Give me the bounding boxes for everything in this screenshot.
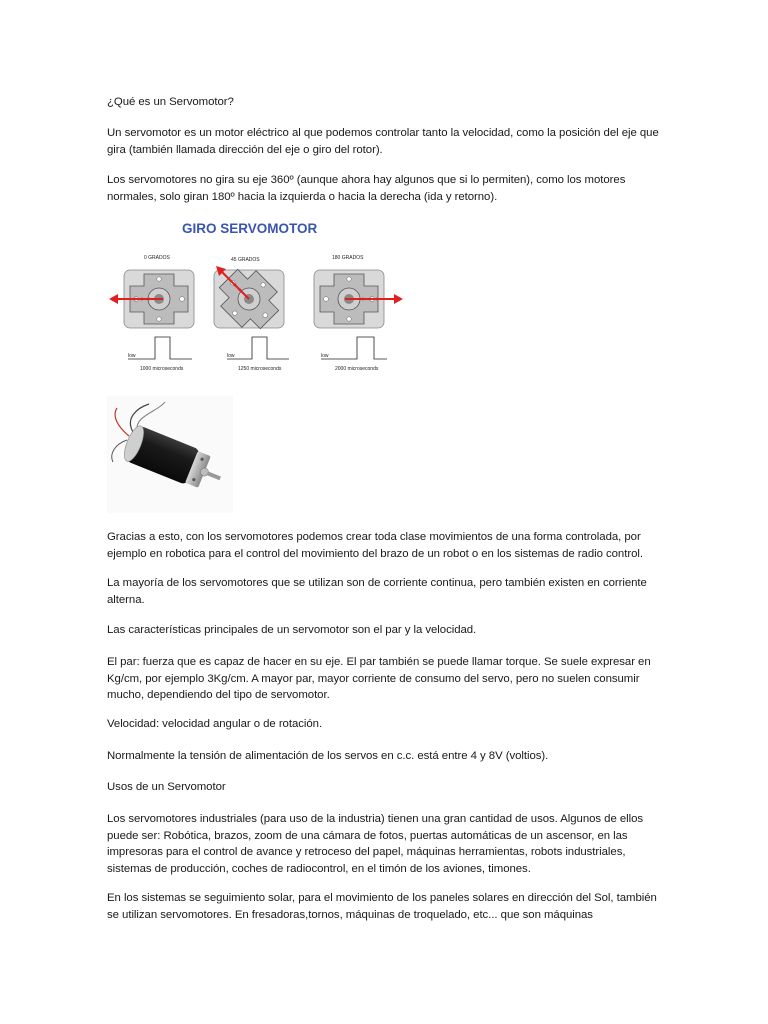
angle-label-0: 0 GRADOS	[144, 255, 170, 261]
low-label-180: low	[321, 353, 329, 359]
paragraph-seguimiento-solar: En los sistemas se seguimiento solar, para el movimiento de los paneles solares en dirección del Sol, también se utilizan servomotores. En fresadoras,tornos, máquinas de troquelado, etc... que son máquinas	[107, 892, 657, 921]
paragraph-par: El par: fuerza que es capaz de hacer en su eje. El par también se puede llamar torque. Se suele expresar en Kg/cm, por ejemplo 3Kg/cm. A mayor par, mayor corriente de consumo del servo, pero no suelen consumir mucho, dependiendo del tipo de servomotor.	[107, 656, 651, 701]
paragraph-tension: Normalmente la tensión de alimentación de los servos en c.c. está entre 4 y 8V (voltios).	[107, 750, 549, 762]
pulse-label-0: 1000 microseconds	[140, 366, 184, 372]
servo-45-degrees	[211, 257, 289, 372]
pulse-label-45: 1250 microseconds	[238, 366, 282, 372]
paragraph-definition: Un servomotor es un motor eléctrico al que podemos controlar tanto la velocidad, como la posición del eje que gira (también llamada dirección del eje o giro del rotor).	[107, 127, 659, 156]
angle-label-180: 180 GRADOS	[332, 255, 364, 261]
paragraph-corriente: La mayoría de los servomotores que se utilizan son de corriente continua, pero también existen en corriente alterna.	[107, 577, 647, 606]
paragraph-control: Gracias a esto, con los servomotores podemos crear toda clase movimientos de una forma controlada, por ejemplo en robotica para el control del movimiento del brazo de un robot o en los sistemas de radio control.	[107, 531, 643, 560]
paragraph-caracteristicas: Las características principales de un servomotor son el par y la velocidad.	[107, 624, 477, 636]
heading-que-es: ¿Qué es un Servomotor?	[107, 96, 234, 108]
low-label-45: low	[227, 353, 235, 359]
paragraph-rotation: Los servomotores no gira su eje 360º (aunque ahora hay algunos que si lo permiten), como los motores normales, solo giran 180º hacia la izquierda o hacia la derecha (ida y retorno).	[107, 174, 626, 203]
diagram-title: GIRO SERVOMOTOR	[182, 221, 318, 236]
heading-usos: Usos de un Servomotor	[107, 781, 226, 793]
dc-motor-photo-icon	[107, 396, 233, 513]
servo-0-degrees	[109, 255, 194, 372]
servo-180-degrees	[314, 255, 403, 372]
paragraph-usos-industriales: Los servomotores industriales (para uso de la industria) tienen una gran cantidad de usos. Algunos de ellos puede ser: Robótica, brazos, zoom de una cámara de fotos, puertas automáticas de un ascensor, en las impresoras para el control de avance y retroceso del papel, máquinas herramientas, robots industriales, sistemas de producción, coches de radiocontrol, en el timón de los aviones, timones.	[107, 813, 644, 875]
pulse-label-180: 2000 microseconds	[335, 366, 379, 372]
angle-label-45: 45 GRADOS	[231, 257, 260, 263]
low-label-0: low	[128, 353, 136, 359]
servo-rotation-diagram	[107, 212, 407, 377]
paragraph-velocidad: Velocidad: velocidad angular o de rotación.	[107, 718, 323, 730]
